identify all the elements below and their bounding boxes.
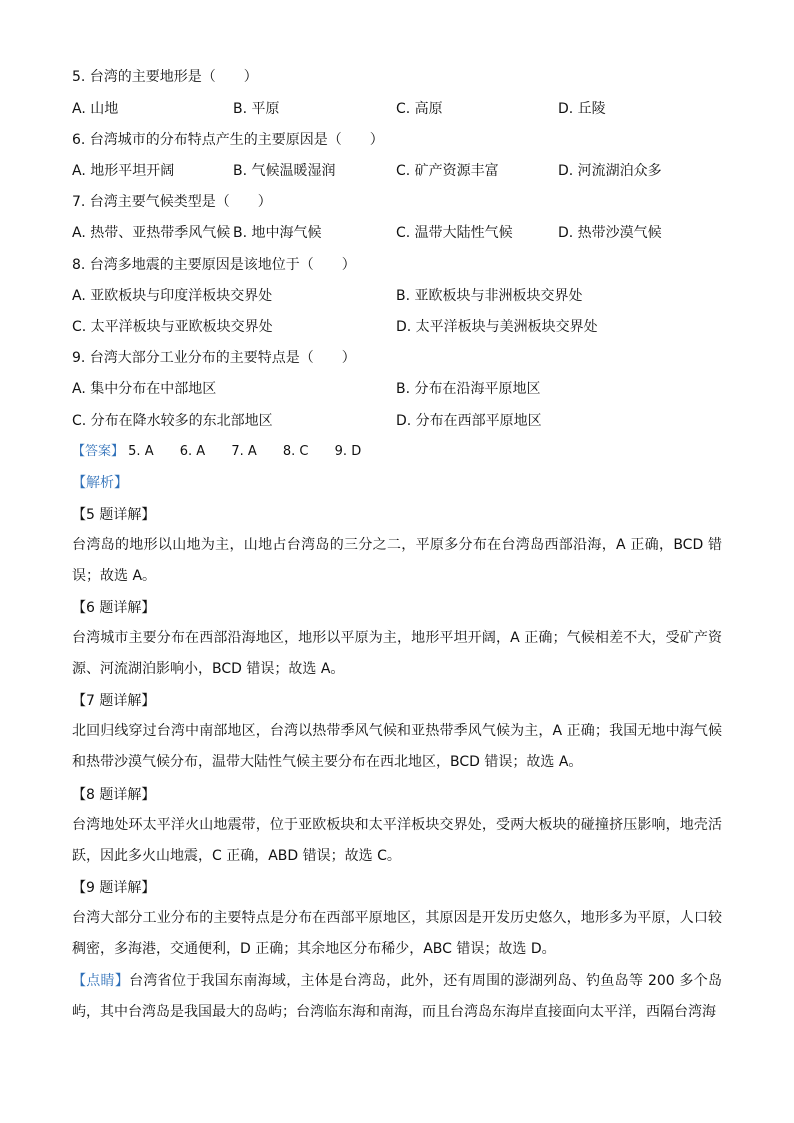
detail-8-heading: 【8 题详解】: [72, 787, 156, 803]
analysis-label: 【解析】: [72, 475, 128, 491]
question-9-option-a: A. 集中分布在中部地区: [72, 381, 217, 397]
detail-5-text: 台湾岛的地形以山地为主，山地占台湾岛的三分之二，平原多分布在台湾岛西部沿海，A 正确，BCD 错误；故选 A。: [72, 537, 722, 584]
question-7-option-a: A. 热带、亚热带季风气候: [72, 225, 231, 241]
question-8-stem: 8. 台湾多地震的主要原因是该地位于（ ）: [72, 257, 356, 273]
detail-7-heading: 【7 题详解】: [72, 693, 156, 709]
answer-item: 8. C: [282, 444, 309, 459]
question-6-option-c: C. 矿产资源丰富: [396, 163, 499, 179]
question-5-stem: 5. 台湾的主要地形是（ ）: [72, 69, 258, 85]
question-8-option-d: D. 太平洋板块与美洲板块交界处: [396, 319, 598, 335]
question-6-stem: 6. 台湾城市的分布特点产生的主要原因是（ ）: [72, 132, 384, 148]
answer-item: 9. D: [334, 444, 362, 459]
answer-label: 【答案】: [72, 444, 125, 459]
detail-5-heading: 【5 题详解】: [72, 507, 156, 523]
question-8-option-a: A. 亚欧板块与印度洋板块交界处: [72, 288, 273, 304]
question-7-option-b: B. 地中海气候: [233, 225, 322, 241]
detail-8-text: 台湾地处环太平洋火山地震带，位于亚欧板块和太平洋板块交界处，受两大板块的碰撞挤压影响，地壳活跃，因此多火山地震，C 正确，ABD 错误；故选 C。: [72, 817, 722, 864]
question-7-stem: 7. 台湾主要气候类型是（ ）: [72, 194, 272, 210]
question-5-option-c: C. 高原: [396, 101, 443, 117]
question-9-option-c: C. 分布在降水较多的东北部地区: [72, 413, 273, 429]
question-7-option-c: C. 温带大陆性气候: [396, 225, 513, 241]
question-6-option-a: A. 地形平坦开阔: [72, 163, 175, 179]
question-8-option-b: B. 亚欧板块与非洲板块交界处: [396, 288, 583, 304]
question-6-option-b: B. 气候温暖湿润: [233, 163, 336, 179]
question-8-option-c: C. 太平洋板块与亚欧板块交界处: [72, 319, 273, 335]
question-9-stem: 9. 台湾大部分工业分布的主要特点是（ ）: [72, 350, 356, 366]
detail-9-heading: 【9 题详解】: [72, 880, 156, 896]
detail-9-text: 台湾大部分工业分布的主要特点是分布在西部平原地区，其原因是开发历史悠久，地形多为平原，人口较稠密，多海港，交通便利，D 正确；其余地区分布稀少，ABC 错误；故选 D。: [72, 910, 722, 957]
answer-item: 5. A: [128, 444, 154, 459]
detail-7-text: 北回归线穿过台湾中南部地区，台湾以热带季风气候和亚热带季风气候为主，A 正确；我国无地中海气候和热带沙漠气候分布，温带大陆性气候主要分布在西北地区，BCD 错误；故选 A。: [72, 723, 722, 770]
answer-item: 6. A: [179, 444, 206, 459]
note-text: 台湾省位于我国东南海域，主体是台湾岛，此外，还有周围的澎湖列岛、钓鱼岛等 200 多个岛屿，其中台湾岛是我国最大的岛屿；台湾临东海和南海，而且台湾岛东海岸直接面向太平洋，西隔台湾海: [72, 973, 722, 1020]
answer-item: 7. A: [231, 444, 257, 459]
answer-line: [72, 443, 383, 461]
note-label: 【点睛】: [72, 973, 130, 989]
detail-6-text: 台湾城市主要分布在西部沿海地区，地形以平原为主，地形平坦开阔，A 正确；气候相差不大，受矿产资源、河流湖泊影响小，BCD 错误；故选 A。: [72, 630, 722, 677]
question-9-option-d: D. 分布在西部平原地区: [396, 413, 542, 429]
question-5-option-d: D. 丘陵: [558, 101, 606, 117]
question-7-option-d: D. 热带沙漠气候: [558, 225, 662, 241]
question-5-option-b: B. 平原: [233, 101, 280, 117]
question-6-option-d: D. 河流湖泊众多: [558, 163, 662, 179]
detail-6-heading: 【6 题详解】: [72, 600, 156, 616]
question-9-option-b: B. 分布在沿海平原地区: [396, 381, 541, 397]
question-5-option-a: A. 山地: [72, 101, 119, 117]
note-paragraph: [72, 966, 722, 1028]
